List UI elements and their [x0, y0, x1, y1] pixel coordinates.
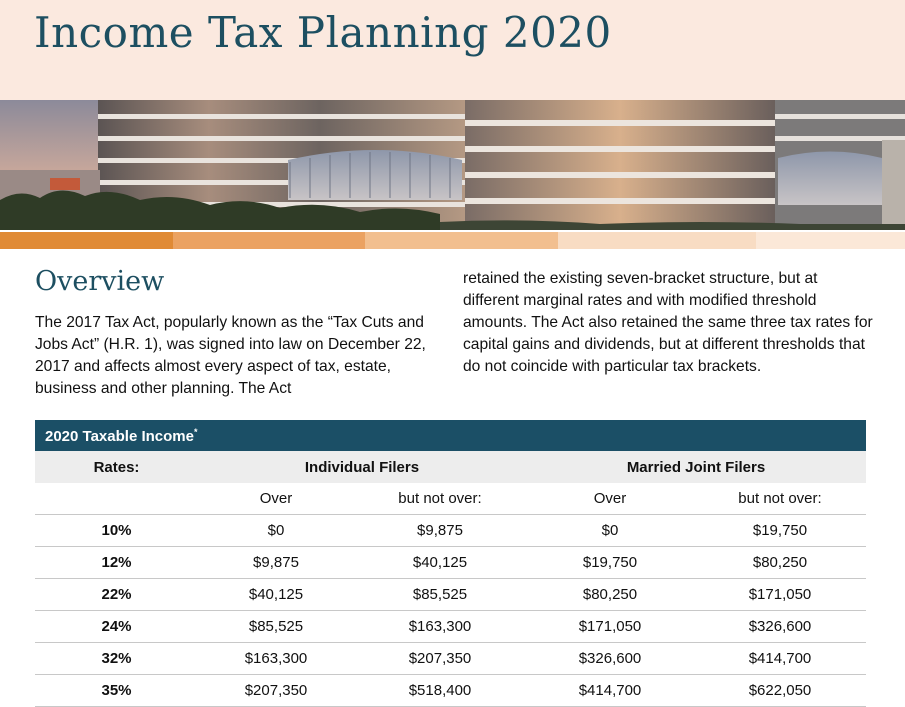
header-individual-filers: Individual Filers — [198, 451, 526, 483]
page-header — [0, 0, 905, 100]
married-not-over-cell: $80,250 — [694, 547, 866, 579]
table-title-footnote-mark: * — [193, 426, 198, 437]
married-over-cell: $0 — [526, 515, 694, 547]
subheader-individual-not-over: but not over: — [354, 483, 526, 515]
rate-cell: 32% — [35, 643, 198, 675]
rate-cell: 10% — [35, 515, 198, 547]
married-not-over-cell: $171,050 — [694, 579, 866, 611]
table-row — [35, 515, 866, 547]
married-over-cell: $80,250 — [526, 579, 694, 611]
individual-over-cell: $9,875 — [198, 547, 354, 579]
married-not-over-cell: $326,600 — [694, 611, 866, 643]
married-over-cell: $414,700 — [526, 675, 694, 707]
married-not-over-cell: $19,750 — [694, 515, 866, 547]
individual-over-cell: $0 — [198, 515, 354, 547]
color-stripe-bar — [0, 232, 905, 249]
individual-over-cell: $207,350 — [198, 675, 354, 707]
individual-not-over-cell: $40,125 — [354, 547, 526, 579]
individual-not-over-cell: $9,875 — [354, 515, 526, 547]
table-subheader-row — [35, 483, 866, 515]
rate-cell: 12% — [35, 547, 198, 579]
individual-over-cell: $40,125 — [198, 579, 354, 611]
header-rates: Rates: — [35, 451, 198, 483]
married-over-cell: $171,050 — [526, 611, 694, 643]
married-not-over-cell: $622,050 — [694, 675, 866, 707]
office-building-photo — [0, 100, 905, 230]
married-over-cell: $326,600 — [526, 643, 694, 675]
table-row — [35, 579, 866, 611]
married-over-cell: $19,750 — [526, 547, 694, 579]
table-row — [35, 643, 866, 675]
table-header-row — [35, 451, 866, 483]
individual-not-over-cell: $163,300 — [354, 611, 526, 643]
header-married-joint-filers: Married Joint Filers — [526, 451, 866, 483]
subheader-married-not-over: but not over: — [694, 483, 866, 515]
table-row — [35, 547, 866, 579]
rate-cell: 24% — [35, 611, 198, 643]
overview-text-col1: The 2017 Tax Act, popularly known as the “Tax Cuts and Jobs Act” (H.R. 1), was signed into law on December 22, 2017 and affects almost every aspect of tax, estate, business and other planning. The Act — [35, 314, 426, 397]
table-row — [35, 611, 866, 643]
individual-not-over-cell: $85,525 — [354, 579, 526, 611]
individual-over-cell: $85,525 — [198, 611, 354, 643]
overview-text-col2: retained the existing seven-bracket structure, but at different marginal rates and with modified threshold amounts. The Act also retained the same three tax rates for capital gains and dividends, but at different thresholds that do not coincide with particular tax brackets. — [463, 270, 873, 375]
subheader-individual-over: Over — [198, 483, 354, 515]
table-title-bar — [35, 420, 866, 451]
individual-not-over-cell: $207,350 — [354, 643, 526, 675]
individual-over-cell: $163,300 — [198, 643, 354, 675]
subheader-married-over: Over — [526, 483, 694, 515]
married-not-over-cell: $414,700 — [694, 643, 866, 675]
overview-heading: Overview — [35, 266, 165, 297]
rate-cell: 22% — [35, 579, 198, 611]
taxable-income-table — [35, 420, 866, 707]
table-title: 2020 Taxable Income — [45, 427, 194, 445]
individual-not-over-cell: $518,400 — [354, 675, 526, 707]
page-title: Income Tax Planning 2020 — [34, 8, 612, 57]
rate-cell: 35% — [35, 675, 198, 707]
